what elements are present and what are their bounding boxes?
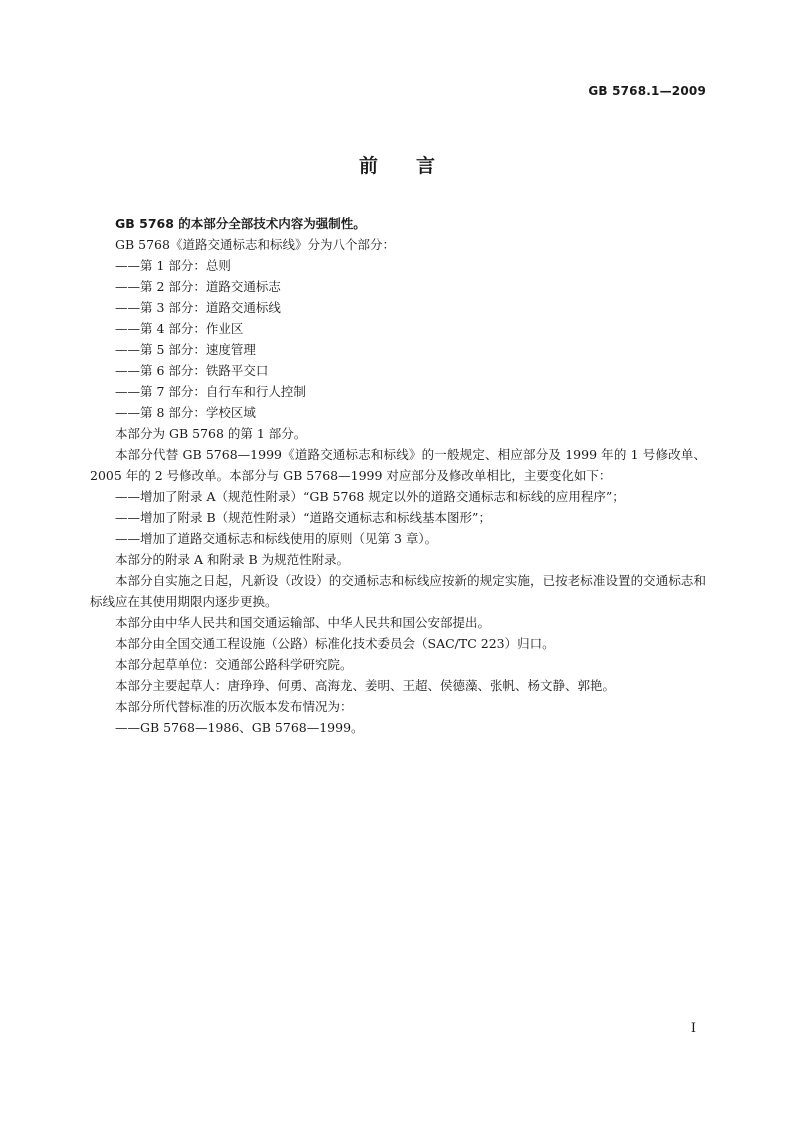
paragraph-mandatory: GB 5768 的本部分全部技术内容为强制性。 (115, 216, 366, 231)
list-item-part-3: ——第 3 部分：道路交通标线 (115, 300, 281, 315)
paragraph-annexes: 本部分的附录 A 和附录 B 为规范性附录。 (115, 552, 350, 567)
standard-code: GB 5768.1—2009 (588, 84, 706, 98)
list-item-part-7: ——第 7 部分：自行车和行人控制 (115, 384, 306, 399)
paragraph-replaces: 本部分代替 GB 5768—1999《道路交通标志和标线》的一般规定、相应部分及 1999 年的 1 号修改单、2005 年的 2 号修改单。本部分与 GB 5768—1999 对应部分及修改单相比，主要变化如下： (90, 447, 706, 483)
paragraph-centralized-by: 本部分由全国交通工程设施（公路）标准化技术委员会（SAC/TC 223）归口。 (115, 636, 555, 651)
paragraph-drafters: 本部分主要起草人：唐琤琤、何勇、高海龙、姜明、王超、侯德藻、张帆、杨文静、郭艳。 (115, 678, 616, 693)
page-number: I (690, 1021, 696, 1036)
list-item-part-5: ——第 5 部分：速度管理 (115, 342, 256, 357)
list-item-part-6: ——第 6 部分：铁路平交口 (115, 363, 269, 378)
paragraph-drafting-unit: 本部分起草单位：交通部公路科学研究院。 (115, 657, 353, 672)
list-item-history: ——GB 5768—1986、GB 5768—1999。 (115, 720, 364, 735)
page-title: 前言 (358, 155, 473, 177)
list-item-change-annex-a: ——增加了附录 A（规范性附录）“GB 5768 规定以外的道路交通标志和标线的应用程序”； (115, 489, 625, 504)
list-item-part-8: ——第 8 部分：学校区域 (115, 405, 256, 420)
paragraph-proposed-by: 本部分由中华人民共和国交通运输部、中华人民共和国公安部提出。 (115, 615, 491, 630)
paragraph-implementation: 本部分自实施之日起，凡新设（改设）的交通标志和标线应按新的规定实施，已按老标准设置的交通标志和标线应在其使用期限内逐步更换。 (90, 573, 706, 609)
list-item-change-annex-b: ——增加了附录 B（规范性附录）“道路交通标志和标线基本图形”； (115, 510, 491, 525)
list-item-part-2: ——第 2 部分：道路交通标志 (115, 279, 281, 294)
paragraph-history-intro: 本部分所代替标准的历次版本发布情况为： (115, 699, 353, 714)
list-item-part-1: ——第 1 部分：总则 (115, 258, 231, 273)
list-item-change-principles: ——增加了道路交通标志和标线使用的原则（见第 3 章）。 (115, 531, 438, 546)
document-body (90, 213, 706, 738)
paragraph-parts-intro: GB 5768《道路交通标志和标线》分为八个部分： (115, 237, 395, 252)
list-item-part-4: ——第 4 部分：作业区 (115, 321, 244, 336)
paragraph-this-part: 本部分为 GB 5768 的第 1 部分。 (115, 426, 307, 441)
